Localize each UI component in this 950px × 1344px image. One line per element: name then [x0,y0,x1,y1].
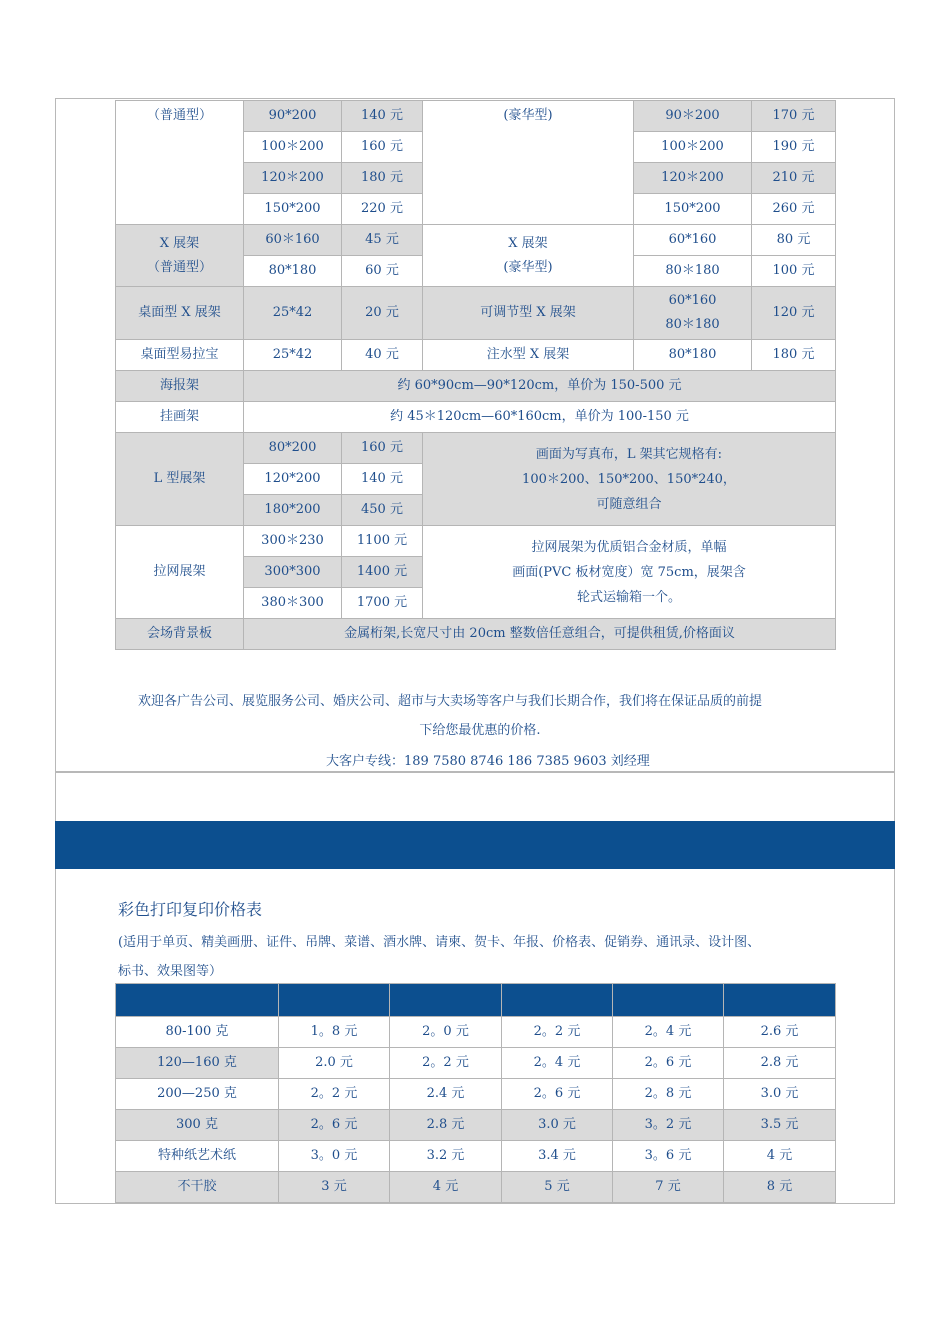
size-cell: 25*42 [244,287,342,340]
table-row [116,287,836,340]
description-cell: 约 45＊120cm—60*160cm，单价为 100-150 元 [244,402,836,433]
size-line: 80＊180 [665,317,720,332]
section-subtitle: 标书、效果图等） [118,964,223,979]
price-cell: 1100 元 [342,526,423,557]
table-row [116,619,836,650]
row-label: 拉网展架 [116,526,244,619]
row-label: 桌面型 X 展架 [116,287,244,340]
size-cell: 120*200 [244,464,342,495]
price-cell: 190 元 [752,132,836,163]
row-label: 注水型 X 展架 [423,340,634,371]
price-cell: 2.4 元 [390,1079,502,1110]
header-cell [502,984,613,1017]
label-line: (豪华型) [503,259,553,275]
row-label: 会场背景板 [116,619,244,650]
price-cell: 3.2 元 [390,1141,502,1172]
price-cell: 2.8 元 [724,1048,836,1079]
table-row [116,1141,836,1172]
section-subtitle: (适用于单页、精美画册、证件、吊牌、菜谱、酒水牌、请柬、贺卡、年报、价格表、促销券、通讯录、设计图、 [118,935,761,950]
row-label: 可调节型 X 展架 [423,287,634,340]
header-cell [613,984,724,1017]
price-cell: 1700 元 [342,588,423,619]
price-cell: 140 元 [342,101,423,132]
price-cell: 260 元 [752,194,836,225]
price-cell: 3.0 元 [502,1110,613,1141]
table-row [116,1110,836,1141]
table-row [116,433,836,464]
note-line: 画面为写真布，L 架其它规格有: [535,446,723,462]
size-cell: 100＊200 [634,132,752,163]
price-cell: 120 元 [752,287,836,340]
price-cell: 60 元 [342,256,423,287]
price-cell: 180 元 [342,163,423,194]
row-label: 挂画架 [116,402,244,433]
print-price-table [115,983,836,1203]
label-line: X 展架 [508,235,548,251]
price-cell: 180 元 [752,340,836,371]
price-cell: 2。4 元 [613,1017,724,1048]
size-cell: 150*200 [634,194,752,225]
table-row [116,1017,836,1048]
welcome-line: 下给您最优惠的价格. [419,723,541,738]
price-cell: 3 元 [279,1172,390,1203]
price-cell: 4 元 [390,1172,502,1203]
price-cell: 2。2 元 [502,1017,613,1048]
paper-cell: 300 克 [116,1110,279,1141]
note-cell [423,433,836,526]
size-cell: 80＊180 [634,256,752,287]
header-cell [116,984,279,1017]
table-row [116,340,836,371]
stand-price-table [115,100,836,650]
size-cell: 90*200 [244,101,342,132]
size-cell: 60*160 [634,225,752,256]
price-cell: 2。8 元 [613,1079,724,1110]
paper-cell: 不干胶 [116,1172,279,1203]
price-cell: 210 元 [752,163,836,194]
price-cell: 3。2 元 [613,1110,724,1141]
size-cell: 380＊300 [244,588,342,619]
price-cell: 20 元 [342,287,423,340]
table-row [116,1048,836,1079]
price-cell: 3.5 元 [724,1110,836,1141]
price-cell: 2。6 元 [613,1048,724,1079]
size-cell: 80*180 [634,340,752,371]
header-row [116,984,836,1017]
note-line: 画面(PVC 板材宽度）宽 75cm，展架含 [512,564,746,580]
price-cell: 3。6 元 [613,1141,724,1172]
price-cell: 100 元 [752,256,836,287]
rollup-right-label: (豪华型) [423,101,634,225]
price-cell: 2.6 元 [724,1017,836,1048]
paper-cell: 80-100 克 [116,1017,279,1048]
paper-cell: 特种纸艺术纸 [116,1141,279,1172]
size-cell [634,287,752,340]
size-cell: 80*200 [244,433,342,464]
row-label: L 型展架 [116,433,244,526]
note-line: 100＊200、150*200、150*240， [522,471,736,487]
paper-cell: 120—160 克 [116,1048,279,1079]
price-cell: 160 元 [342,433,423,464]
size-cell: 120＊200 [634,163,752,194]
price-cell: 7 元 [613,1172,724,1203]
price-cell: 40 元 [342,340,423,371]
price-cell: 80 元 [752,225,836,256]
size-cell: 100＊200 [244,132,342,163]
hotline: 大客户专线：189 7580 8746 186 7385 9603 刘经理 [326,754,650,769]
price-cell: 2。6 元 [502,1079,613,1110]
size-cell: 60＊160 [244,225,342,256]
header-cell [390,984,502,1017]
size-cell: 300*300 [244,557,342,588]
price-cell: 2。2 元 [390,1048,502,1079]
price-cell: 5 元 [502,1172,613,1203]
header-cell [724,984,836,1017]
paper-cell: 200—250 克 [116,1079,279,1110]
price-cell: 3。0 元 [279,1141,390,1172]
label-line: （普通型） [146,259,212,275]
price-cell: 1。8 元 [279,1017,390,1048]
price-cell: 2.0 元 [279,1048,390,1079]
welcome-line: 欢迎各广告公司、展览服务公司、婚庆公司、超市与大卖场等客户与我们长期合作，我们将在保证品质的前提 [138,694,763,709]
table-row [116,225,836,256]
price-cell: 8 元 [724,1172,836,1203]
price-cell: 140 元 [342,464,423,495]
table-row [116,402,836,433]
price-cell: 450 元 [342,495,423,526]
table-row [116,371,836,402]
header-cell [279,984,390,1017]
price-cell: 2.8 元 [390,1110,502,1141]
price-cell: 170 元 [752,101,836,132]
note-line: 轮式运输箱一个。 [576,589,681,605]
size-line: 60*160 [668,293,717,308]
row-label: 桌面型易拉宝 [116,340,244,371]
table-row [116,101,836,132]
size-cell: 25*42 [244,340,342,371]
row-label: 海报架 [116,371,244,402]
table-row [116,1079,836,1110]
price-cell: 2。0 元 [390,1017,502,1048]
note-line: 可随意组合 [596,496,662,512]
size-cell: 180*200 [244,495,342,526]
x-stand-right-label [423,225,634,287]
description-cell: 约 60*90cm—90*120cm，单价为 150-500 元 [244,371,836,402]
price-cell: 2。4 元 [502,1048,613,1079]
price-cell: 4 元 [724,1141,836,1172]
price-cell: 3.0 元 [724,1079,836,1110]
price-cell: 220 元 [342,194,423,225]
size-cell: 80*180 [244,256,342,287]
size-cell: 150*200 [244,194,342,225]
rollup-left-label: （普通型） [116,101,244,225]
price-cell: 1400 元 [342,557,423,588]
table-row [116,526,836,557]
price-cell: 3.4 元 [502,1141,613,1172]
section-title: 彩色打印复印价格表 [118,900,263,919]
size-cell: 300＊230 [244,526,342,557]
x-stand-left-label [116,225,244,287]
description-cell: 金属桁架,长宽尺寸由 20cm 整数倍任意组合，可提供租赁,价格面议 [244,619,836,650]
size-cell: 120＊200 [244,163,342,194]
blue-banner [55,821,895,869]
price-cell: 2。2 元 [279,1079,390,1110]
price-cell: 45 元 [342,225,423,256]
label-line: X 展架 [159,235,200,251]
note-line: 拉网展架为优质铝合金材质，单幅 [531,539,727,555]
size-cell: 90＊200 [634,101,752,132]
price-cell: 2。6 元 [279,1110,390,1141]
note-cell [423,526,836,619]
table-row [116,1172,836,1203]
price-cell: 160 元 [342,132,423,163]
